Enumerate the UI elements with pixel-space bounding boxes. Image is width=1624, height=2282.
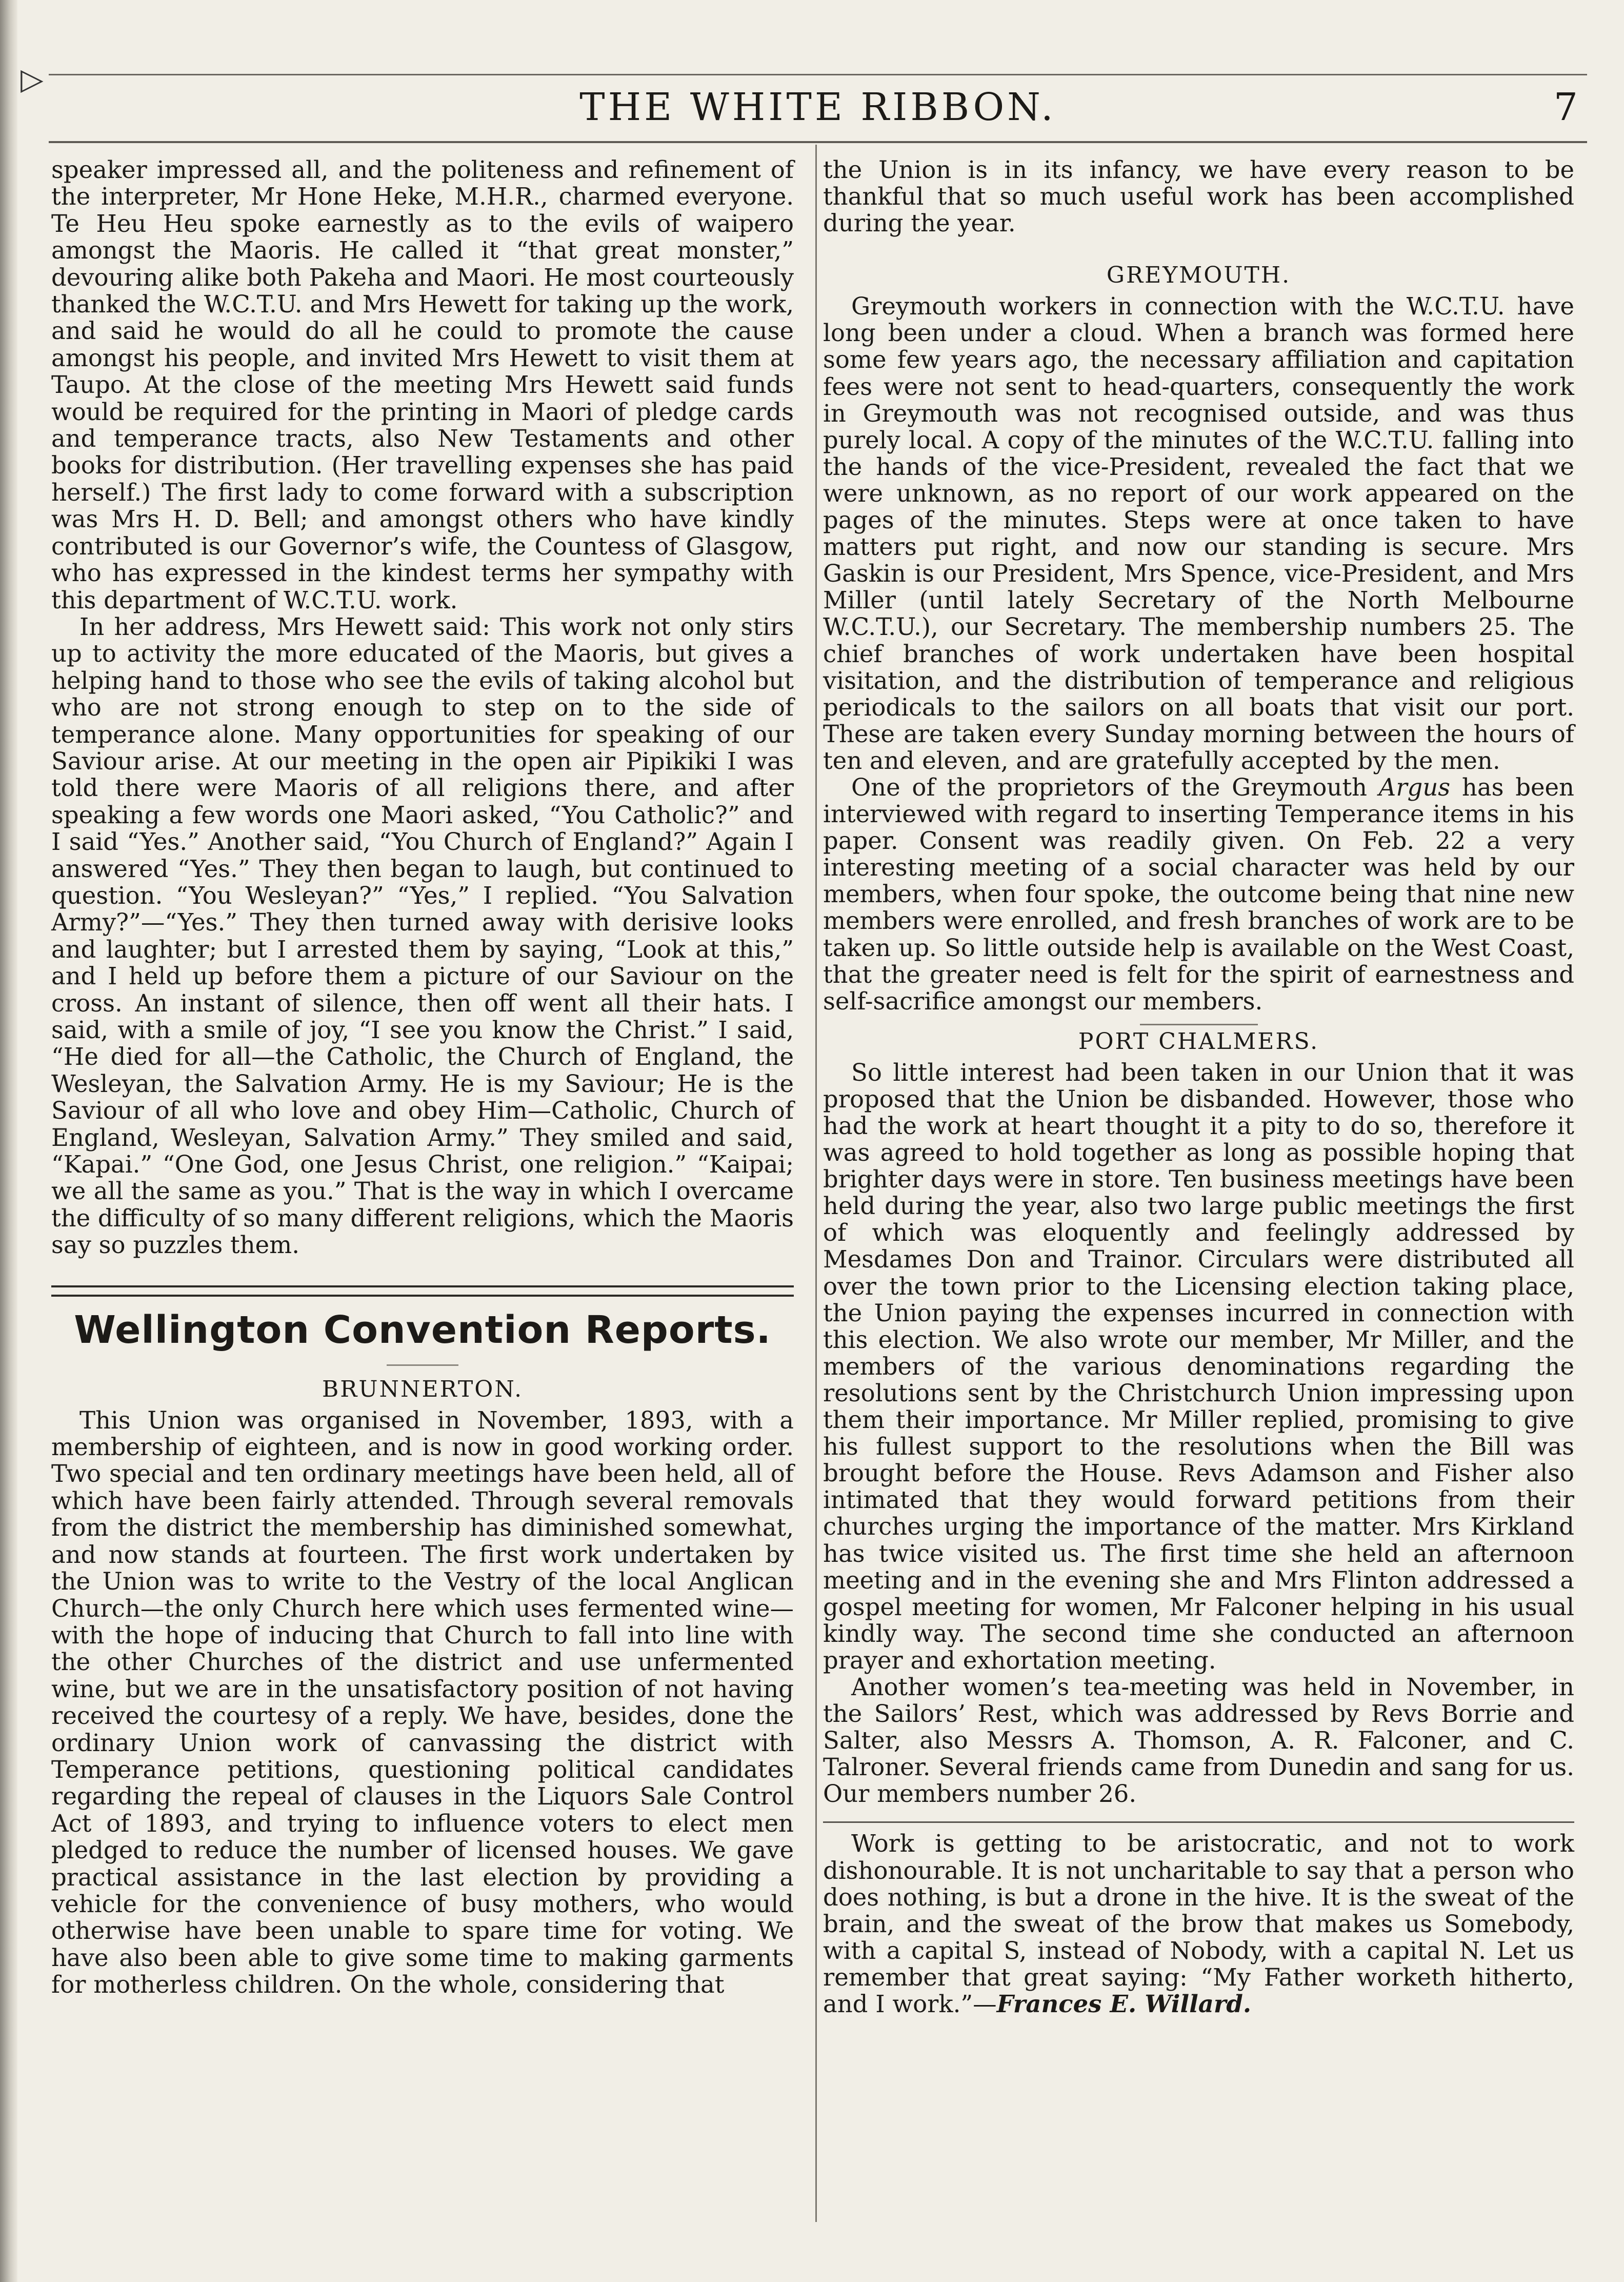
brunnerton-continuation-paragraph: the Union is in its infancy, we have every reason to be thankful that so much useful work has been accomplished during the year. <box>823 156 1574 237</box>
right-column <box>823 156 1574 2017</box>
corner-mark: ▷ <box>21 62 44 96</box>
section-heavy-rule <box>51 1285 794 1297</box>
quote-rule <box>823 1821 1574 1823</box>
left-column <box>51 156 794 1998</box>
brunnerton-title: BRUNNERTON. <box>322 1376 524 1402</box>
willard-quote <box>823 1830 1574 2017</box>
willard-signature: Frances E. Willard. <box>996 1990 1252 2018</box>
short-rule <box>387 1364 458 1366</box>
intro-paragraph: speaker impressed all, and the politeness and refinement of the interpreter, Mr Hone Heke, M.H.R., charmed everyone. Te Heu Heu spoke earnestly as to the evils of waipero amongst the Maoris. He called it “that great monster,” devouring alike both Pakeha and Maori. He most courteously thanked the W.C.T.U. and Mrs Hewett for taking up the work, and said he would do all he could to promote the cause amongst his people, and invited Mrs Hewett to visit them at Taupo. At the close of the meeting Mrs Hewett said funds would be required for the printing in Maori of pledge cards and temperance tracts, also New Testaments and other books for distribution. (Her travelling expenses she has paid herself.) The first lady to come forward with a subscription was Mrs H. D. Bell; and amongst others who have kindly contributed is our Governor’s wife, the Countess of Glasgow, who has expressed in the kindest terms her sympathy with this department of W.C.T.U. work. <box>51 156 794 614</box>
short-rule <box>1140 1024 1258 1025</box>
top-rule <box>49 74 1587 75</box>
greymouth-paragraph-2-start: One of the proprietors of the Greymouth <box>851 773 1379 801</box>
port-chalmers-paragraph-2: Another women’s tea-meeting was held in November, in the Sailors’ Rest, which was addressed by Revs Borrie and Salter, also Messrs A. Thomson, A. R. Falconer, and C. Talroner. Several friends came from Dunedin and sang for us. Our members number 26. <box>823 1673 1574 1808</box>
port-chalmers-paragraph-1: So little interest had been taken in our Union that it was proposed that the Union be disbanded. However, those who had the work at heart thought it a pity to do so, therefore it was agreed to hold together as long as possible hoping that brighter days were in store. Ten business meetings have been held during the year, also two large public meetings the first of which was eloquently and feelingly addressed by Mesdames Don and Trainor. Circulars were distributed all over the town prior to the Licensing election taking place, the Union paying the expenses incurred in connection with this election. We also wrote our member, Mr Miller, and the members of the various denominations regarding the resolutions sent by the Christchurch Union impressing upon them their importance. Mr Miller replied, promising to give his fullest support to the resolutions when the Bill was brought before the House. Revs Adamson and Fisher also intimated that they would forward petitions from their churches urging the importance of the matter. Mrs Kirkland has twice visited us. The first time she held an afternoon meeting and in the evening she and Mrs Flinton addressed a gospel meeting for women, Mr Falconer helping in his usual kindly way. The second time she conducted an afternoon prayer and exhortation meeting. <box>823 1058 1574 1674</box>
header-rule <box>49 141 1587 143</box>
running-head <box>49 82 1587 133</box>
willard-quote-text: Work is getting to be aristocratic, and not to work dishonourable. It is not uncharitable to say that a person who does nothing, is but a drone in the hive. It is the sweat of the brain, and the sweat of the brow that makes us Somebody, with a capital S, instead of Nobody, with a capital N. Let us remember that great saying: “My Father worketh hitherto, and I work.”— <box>823 1830 1574 2018</box>
greymouth-paragraph-1: Greymouth workers in connection with the W.C.T.U. have long been under a cloud. When a branch was formed here some few years ago, the necessary affiliation and capitation fees were not sent to head-quarters, consequently the work in Greymouth was not recognised outside, and was thus purely local. A copy of the minutes of the W.C.T.U. falling into the hands of the vice-President, revealed the fact that we were unknown, as no report of our work appeared on the pages of the minutes. Steps were at once taken to have matters put right, and now our standing is secure. Mrs Gaskin is our President, Mrs Spence, vice-President, and Mrs Miller (until lately Secretary of the North Melbourne W.C.T.U.), our Secretary. The membership numbers 25. The chief branches of work undertaken have been hospital visitation, and the distribution of temperance and religious periodicals to the sailors on all boats that visit our port. These are taken every Sunday morning between the hours of ten and eleven, and are gratefully accepted by the men. <box>823 292 1574 775</box>
running-title: THE WHITE RIBBON. <box>579 85 1056 129</box>
port-chalmers-title: PORT CHALMERS. <box>1078 1028 1319 1055</box>
hewett-address-paragraph: In her address, Mrs Hewett said: This work not only stirs up to activity the more educated of the Maoris, but gives a helping hand to those who see the evils of taking alcohol but who are not strong enough to step on to the side of temperance alone. Many opportunities for speaking of our Saviour arise. At our meeting in the open air Pipikiki I was told there were Maoris of all religions there, and after speaking a few words one Maori asked, “You Catholic?” and I said “Yes.” Another said, “You Church of England?” Again I answered “Yes.” They then began to laugh, but continued to question. “You Wesleyan?” “Yes,” I replied. “You Salvation Army?”—“Yes.” They then turned away with derisive looks and laughter; but I arrested them by saying, “Look at this,” and I held up before them a picture of our Saviour on the cross. An instant of silence, then off went all their hats. I said, with a smile of joy, “I see you know the Christ.” I said, “He died for all—the Catholic, the Church of England, the Wesleyan, the Salvation Army. He is my Saviour; He is the Saviour of all who love and obey Him—Catholic, Church of England, Wesleyan, Salvation Army.” They smiled and said, “Kapai.” “One God, one Jesus Christ, one religion.” “Kaipai; we all the same as you.” That is the way in which I overcame the difficulty of so many different religions, which the Maoris say so puzzles them. <box>51 612 794 1259</box>
greymouth-paragraph-2 <box>823 774 1574 1015</box>
greymouth-title: GREYMOUTH. <box>1106 262 1291 289</box>
column-divider <box>815 145 817 2222</box>
brunnerton-paragraph: This Union was organised in November, 1893, with a membership of eighteen, and is now in good working order. Two special and ten ordinary meetings have been held, all of which have been fairly attended. Through several removals from the district the membership has diminished somewhat, and now stands at fourteen. The first work undertaken by the Union was to write to the Vestry of the local Anglican Church—the only Church here which uses fermented wine—with the hope of inducing that Church to fall into line with the other Churches of the district and use unfermented wine, but we are in the unsatisfactory position of not having received the courtesy of a reply. We have, besides, done the ordinary Union work of canvassing the district with Temperance petitions, questioning political candidates regarding the repeal of clauses in the Liquors Sale Control Act of 1893, and trying to influence voters to elect men pledged to reduce the number of licensed houses. We gave practical assistance in the last election by providing a vehicle for the convenience of busy mothers, who would otherwise have been unable to spare time for voting. We have also been able to give some time to making garments for motherless children. On the whole, considering that <box>51 1406 794 1999</box>
convention-heading: Wellington Convention Reports. <box>74 1307 771 1352</box>
greymouth-paper-name: Argus <box>1378 773 1451 801</box>
greymouth-paragraph-2-end: has been interviewed with regard to inserting Temperance items in his paper. Consent was readily given. On Feb. 22 a very interesting meeting of a social character was held by our members, when four spoke, the outcome being that nine new members were enrolled, and fresh branches of work are to be taken up. So little outside help is available on the West Coast, that the greater need is felt for the spirit of earnestness and self-sacrifice amongst our members. <box>823 773 1574 1015</box>
page-number: 7 <box>1553 85 1578 129</box>
page-spine-shadow <box>0 0 17 2282</box>
